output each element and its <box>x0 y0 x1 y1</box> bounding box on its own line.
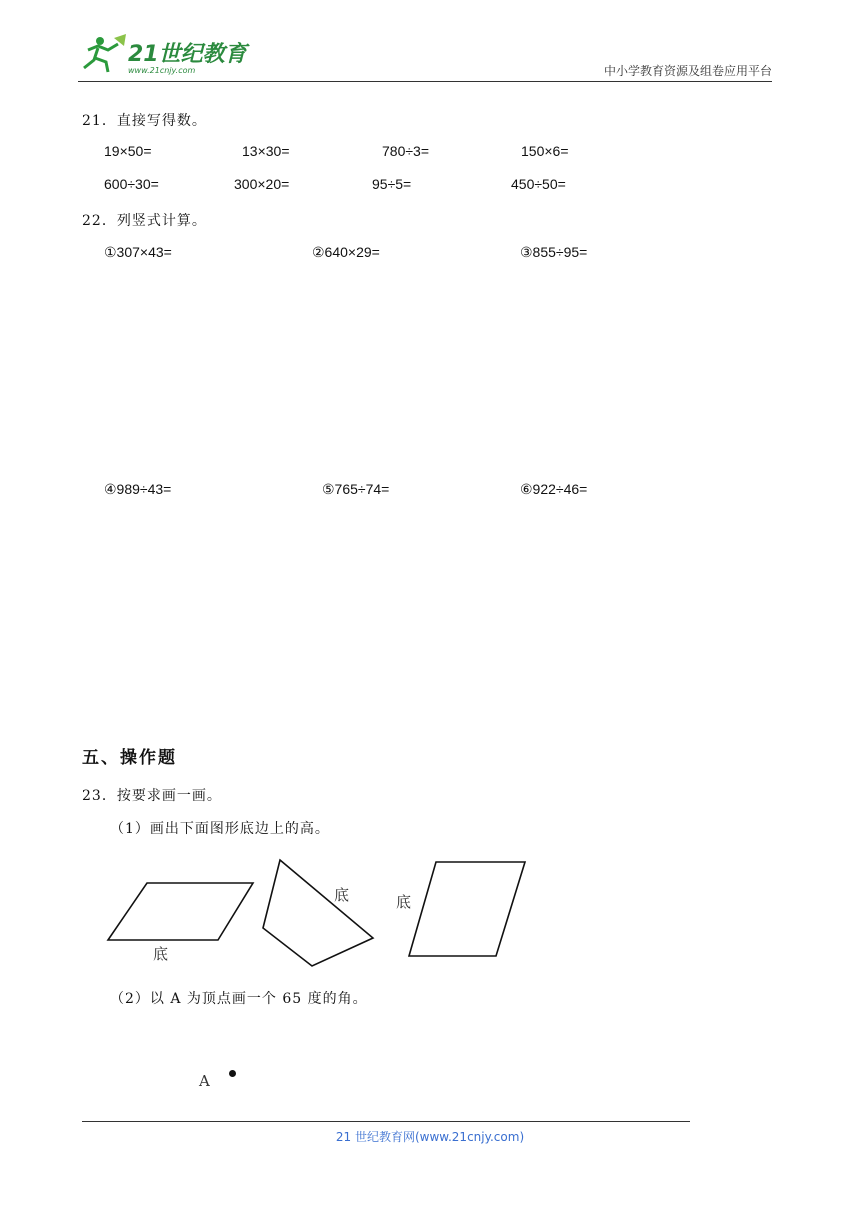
runner-icon <box>84 34 126 72</box>
svg-text:www.21cnjy.com: www.21cnjy.com <box>128 66 196 75</box>
q21-item: 19×50= <box>104 143 152 159</box>
shapes-figure <box>100 850 540 975</box>
q23-sub1: （1）画出下面图形底边上的高。 <box>110 821 330 837</box>
q21-item: 450÷50= <box>511 176 566 192</box>
q21-item: 13×30= <box>242 143 290 159</box>
q21-title: 21．直接写得数。 <box>82 113 207 129</box>
rhombus-shape <box>409 862 525 956</box>
q22-item: ④989÷43= <box>104 481 172 497</box>
point-a-dot <box>229 1070 236 1077</box>
point-a-label: A <box>199 1072 210 1090</box>
header-divider <box>78 81 772 82</box>
q21-item: 780÷3= <box>382 143 430 159</box>
q23-sub2: （2）以 A 为顶点画一个 65 度的角。 <box>110 991 368 1007</box>
q21-item: 300×20= <box>234 176 290 192</box>
q22-item: ②640×29= <box>312 244 380 260</box>
q22-item: ①307×43= <box>104 244 172 260</box>
quadrilateral-shape <box>263 860 373 966</box>
parallelogram-shape <box>108 883 253 940</box>
svg-text:21世纪教育: 21世纪教育 <box>128 42 247 67</box>
platform-tagline: 中小学教育资源及组卷应用平台 <box>603 64 772 78</box>
site-logo <box>78 28 258 78</box>
base-label-3: 底 <box>396 893 412 911</box>
base-label-1: 底 <box>153 945 169 963</box>
q21-item: 95÷5= <box>372 176 412 192</box>
q22-item: ⑥922÷46= <box>520 481 588 497</box>
q22-item: ⑤765÷74= <box>322 481 390 497</box>
q22-item: ③855÷95= <box>520 244 588 260</box>
footer-divider <box>82 1121 690 1122</box>
base-label-2: 底 <box>334 886 350 904</box>
q21-item: 150×6= <box>521 143 569 159</box>
q21-item: 600÷30= <box>104 176 159 192</box>
footer-text: 21 世纪教育网(www.21cnjy.com) <box>335 1130 525 1144</box>
q22-title: 22．列竖式计算。 <box>82 213 207 229</box>
section-title: 五、操作题 <box>82 748 177 768</box>
q23-title: 23．按要求画一画。 <box>82 788 222 804</box>
